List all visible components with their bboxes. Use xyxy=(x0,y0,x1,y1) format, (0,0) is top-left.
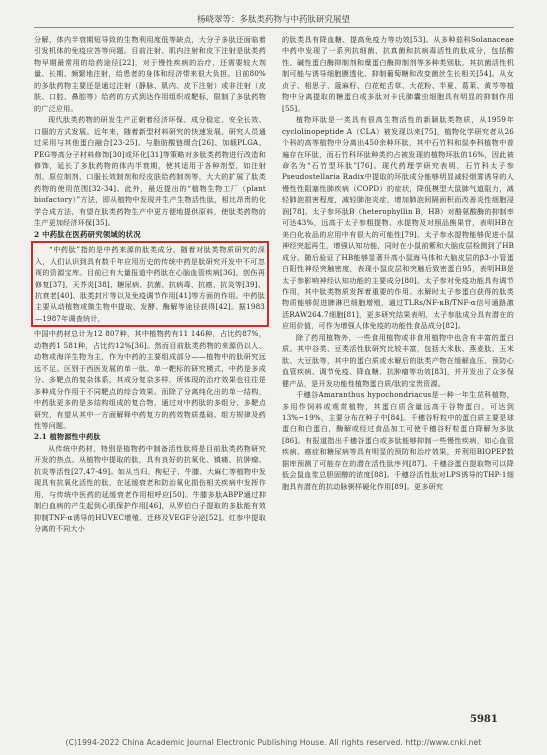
left-paragraph-4: 从传统中药材，特别是植物药中制备活性肽将是目前肽类药物研究开发的热点。从植物中提取的肽，具有良好的抗氧化、镇痛、抗肿瘤、抗炎等活性[27,47-49]。如从当归、枸杞子、牛膝、大麻仁等植物中发现具有抗氧化活性的肽，在延缓衰老和防治氧化损伤相关疾病中发挥作用，与传统中医药的延缓衰老作用相呼应[50]。牛膝多肽ABPP通过抑制白血病的产生起到心肌保护作用[46]，从罗伯白子提取的多肽能有效抑制TNF-α诱导的HUVEC增殖、迁移及VEGF分泌[52]。红参中提取分离的不同大小 xyxy=(34,443,266,534)
right-paragraph-1: 的肽类具有降血糖、提高免疫力等功效[53]。从多种茄科Solanaceae中药中发现了一系列抗细菌、抗真菌和抗病毒活性的肽成分，包括酸性、碱性蛋白酶抑制剂和糜蛋白酶抑制剂等多种类别肽，其抗菌活性机制可能与诱导细胞膜透化、抑制葡萄糖和改变菌丝生长相关[54]。从女贞子、相思子、蔻麻籽、白花蛇舌草、大花粉、半夏、葛莱、黄芩等植物中分离提取的糖蛋白或多肽对卡氏肺囊虫细胞具有明显的抑制作用[55]。 xyxy=(282,35,514,113)
running-header: 杨晓翠等：多肽类药物与中药肽研究展望 xyxy=(196,15,350,25)
section-heading-2-1: 2.1 植物源性中药肽 xyxy=(34,432,101,442)
right-column xyxy=(282,34,514,492)
header-rule xyxy=(34,27,514,28)
section-heading-2: 2 中药肽在医药研究领域的状况 xyxy=(34,229,141,239)
left-paragraph-3: 中国中药材总计为12 807种，其中植物药有11 146种，占比约87%，动物药1 581种，占比约12%[36]。然而目前肽类药物的来源仍以人、动物或海洋生物为主，作为中药的主要组成部分——植物中的肽研究远远不足。区别于西医发展的单一肽、单一靶标的研究模式，中药是多成分、多靶点的复杂体系，其成分复杂多样，所体现的治疗效果也往往是多种成分作用于不同靶点的综合效果。而除了分离纯化出的单一结构，中药肽更多的是多结构组成的复合物，通过对中药肽的多组分、多靶点研究，有望从其中一方面解释中药复方的药效物质基础、组方规律及药性等问题。 xyxy=(34,329,266,430)
footer-link[interactable]: http://www.cnki.net xyxy=(405,738,482,747)
left-paragraph-2: 现代肽类药物的研发生产正朝着经济环保、成分稳定、安全长效、口服的方式发展。近年来，随着新型材料研究的快速发展，研究人员通过采用与其他蛋白融合[23-25]、与脂肪酸链缀合[26]、加载PLGA、PEG等高分子材料修饰[30]或环化[31]等策略对多肽类药物进行改造和修饰，延长了多肽药物的体内半衰期，使其适用于各种剂型，如注射剂、原位制剂、口服长效制剂和经皮肤给药制剂等，大大的扩展了肽类药物的使用范围[32-34]。此外，最近提出的“植物生物工厂（plant biofactory）”方法，即从植物中发现并生产生物活性肽，相比昂贵的化学合成方法，有望在肽类药物生产中更方便地提供原料，使肽类药物的生产更加经济环保[35]。 xyxy=(34,115,266,228)
highlight-text: “中药肽”指的是中药来源的肽类成分，随着对肽类物质研究的深入，人们认识到具有数千年应用历史的传统中药是肽研究开发中不可忽视的资源宝库。目前已有大量报道中药肽在心脑血管疾病[36]、创伤再修复[37]、天芥炎[38]、糖尿病、抗菌、抗病毒、抗癌、抗炎等[39]、抗衰老[40]、肽类封片等以及免疫调节作用[41]等方面的作用。中药肽主要从动植物或微生物中提取、发酵、酶解等途径获得[42]。据1983—1987年调查统计， xyxy=(35,245,265,323)
right-paragraph-3: 除了药用植物外，一些食用植物或非食用植物中也含有丰富的蛋白质。其中谷类、豆类活性肽研究比较丰富，包括大米肽、燕麦肽、玉米肽、大豆肽等，其中的蛋白质或水解后的肽类产物在缓解血压、预防心血管疾病、调节免疫、降血糖、抗肿瘤等功效[83]，并开发出了众多保健产品，是开发功能性植物蛋白质/肽的宝贵资源。 xyxy=(282,332,514,388)
left-paragraph-1: 分解，体内半衰期短导致的生物利用度低等缺点，大分子多肽还面临着引发机体的免疫应答等问题。目前注射、肌内注射和皮下注射是肽类药物早期最常用的给药途径[22]，对于慢性疾病的治疗，还需要较大剂量、长期、频繁地注射，给患者的身体和经济带来很大负担。目前80%的多肽药物主要还是通过注射（静脉、肌内、皮下注射）或非注射（皮肤、口腔、鼻腔等）给药的方式到达作用组织或靶标，限制了多肽药物的广泛应用。 xyxy=(34,35,266,113)
highlighted-paragraph xyxy=(31,241,269,327)
right-paragraph-4: 千穗谷Amaranthus hypochondriacus是一种一年生苋科植物，多用作饲料或观赏植物，其蛋白质含量远高于谷物蛋白，可达到13%~19%，主要分布在种子中[84]。千穗谷籽粒中的蛋白质主要是球蛋白和白蛋白，酶解或经过食品加工可使千穗谷籽粒蛋白降解为多肽[86]。有报道指出千穗谷蛋白或多肽能够抑制一些慢性疾病，如心血管疾病、癌症和糖尿病等具有明显的预防和治疗效果，并利用BIOPEP数据库预测了可能存在的潜在活性肽序列[87]。千穗谷蛋白提取物可以降低会鼠血浆总胆固醇的浓度[88]。千穗谷活性肽对LPS诱导的THP-1细胞具有潜在的抗动脉粥样硬化作用[89]。更多研究 xyxy=(282,390,514,491)
right-paragraph-2: 植物环肽是一类具有很高生物活性的新颖肽类物质，从1959年cyclolinopeptide A（CLA）被发现以来[75]，植物化学研究者从26个科的高等植物中分离出450余种环肽，其中石竹科和鼠李科植物中普遍存在环肽，而石竹科环肽种类约占被发现的植物环肽的16%，因此被命名为“石竹型环肽”[76]。现代药理学研究表明，石竹科太子参Pseudostellaria Radix中提取的环肽成分能够明显减轻烟雾诱导的人慢性性阻塞性肺疾病（COPD）的症状，降低模型大鼠肺气道阻力，减轻肺泡损害程度，减轻肺泡炎症，增加肺泡间隔面积而改善炎性细胞浸润[78]。太子参环肽B（heterophyllin B，HB）对酪氨酸酶的抑制率可达43%，远高于太子参粗提物、水提物及对照品熊果苷，表明HB在美白化妆品的应用中有很大的可能性[79]。太子参水提物能够促进小鼠神经突起再生，增强认知功能，同时在小鼠前紫和大脑皮层检测到了HB成分。随后验证了HB能够显著升高小鼠海马体和大脑皮层的β3-小管蛋白阳性神经突触密度，表现小鼠皮层和突触后致密蛋白95，表明HB是太子参影响神经认知功能的主要成分[80]。太子参对免疫功能具有调节作用，其中肽类物质发挥着重要的作用。水解时太子参蛋白获得的肽类物质能够促进脾淋巴细胞增殖，通过TLRs/NF-κB/TNF-α信号通路激活RAW264.7细胞[81]，更多研究结果表明，太子参肽成分具有潜在的应用价值，可作为增强人体免疫的功能性食品成分[82]。 xyxy=(282,115,514,331)
footer-copyright: (C)1994-2022 China Academic Journal Electronic Publishing House. All rights reserved. xyxy=(65,738,403,747)
left-column xyxy=(34,34,266,534)
footer xyxy=(0,738,547,747)
page-number: 5981 xyxy=(470,714,498,725)
